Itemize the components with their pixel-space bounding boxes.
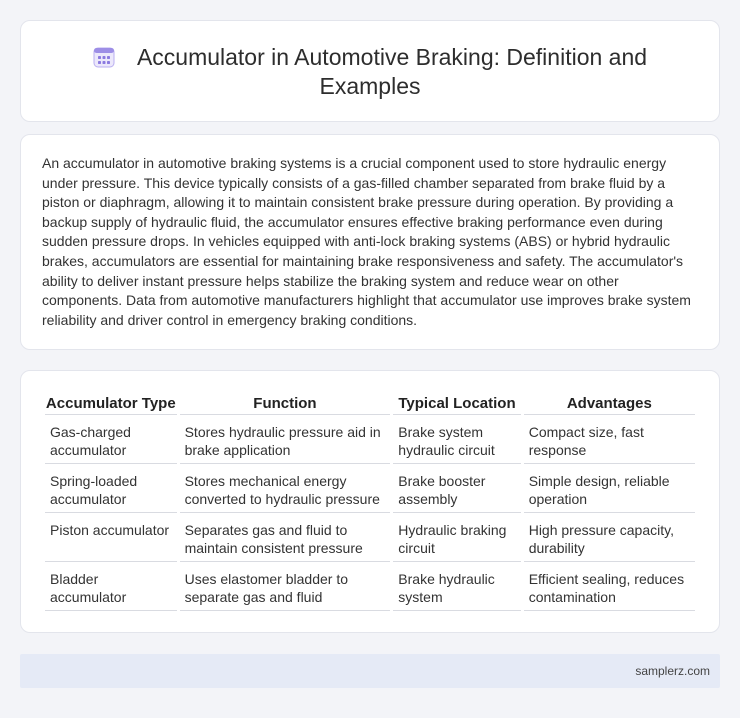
- cell-function: Stores mechanical energy converted to hydraulic pressure: [180, 464, 391, 513]
- table-row: [45, 415, 695, 464]
- cell-function: Separates gas and fluid to maintain consistent pressure: [180, 513, 391, 562]
- header-accumulator-type: Accumulator Type: [45, 393, 177, 415]
- header-function: Function: [180, 393, 391, 415]
- table-row: [45, 464, 695, 513]
- cell-function: Uses elastomer bladder to separate gas and fluid: [180, 562, 391, 611]
- cell-type: Bladder accumulator: [45, 562, 177, 611]
- calendar-grid-icon: [93, 46, 115, 68]
- cell-location: Brake hydraulic system: [393, 562, 520, 611]
- cell-type: Gas-charged accumulator: [45, 415, 177, 464]
- title-text: Accumulator in Automotive Braking: Definition and Examples: [136, 44, 648, 99]
- cell-advantages: Compact size, fast response: [524, 415, 695, 464]
- cell-advantages: High pressure capacity, durability: [524, 513, 695, 562]
- footer-bar: [20, 654, 720, 688]
- description-card: [20, 134, 720, 350]
- page-title: [21, 43, 719, 101]
- cell-advantages: Simple design, reliable operation: [524, 464, 695, 513]
- accumulator-table: [42, 393, 698, 611]
- cell-location: Brake system hydraulic circuit: [393, 415, 520, 464]
- description-text: An accumulator in automotive braking systems is a crucial component used to store hydraulic energy under pressure. This device typically consists of a gas-filled chamber separated from brake fluid by a piston or diaphragm, allowing it to maintain consistent brake pressure during operation. By providing a backup supply of hydraulic fluid, the accumulator ensures effective braking performance even during sudden pressure drops. In vehicles equipped with anti-lock braking systems (ABS) or hybrid hydraulic brakes, accumulators are essential for maintaining brake responsiveness and safety. The accumulator's ability to deliver instant pressure helps stabilize the braking system and reduce wear on other components. Data from automotive manufacturers highlight that accumulator use improves brake system reliability and driver control in emergency braking conditions.: [42, 155, 691, 328]
- cell-advantages: Efficient sealing, reduces contamination: [524, 562, 695, 611]
- table-row: [45, 513, 695, 562]
- cell-location: Brake booster assembly: [393, 464, 520, 513]
- table-header-row: [45, 393, 695, 415]
- title-card: [20, 20, 720, 122]
- cell-function: Stores hydraulic pressure aid in brake application: [180, 415, 391, 464]
- cell-type: Spring-loaded accumulator: [45, 464, 177, 513]
- table-card: [20, 370, 720, 633]
- header-typical-location: Typical Location: [393, 393, 520, 415]
- cell-type: Piston accumulator: [45, 513, 177, 562]
- table-row: [45, 562, 695, 611]
- cell-location: Hydraulic braking circuit: [393, 513, 520, 562]
- footer-site-link[interactable]: samplerz.com: [635, 664, 710, 678]
- header-advantages: Advantages: [524, 393, 695, 415]
